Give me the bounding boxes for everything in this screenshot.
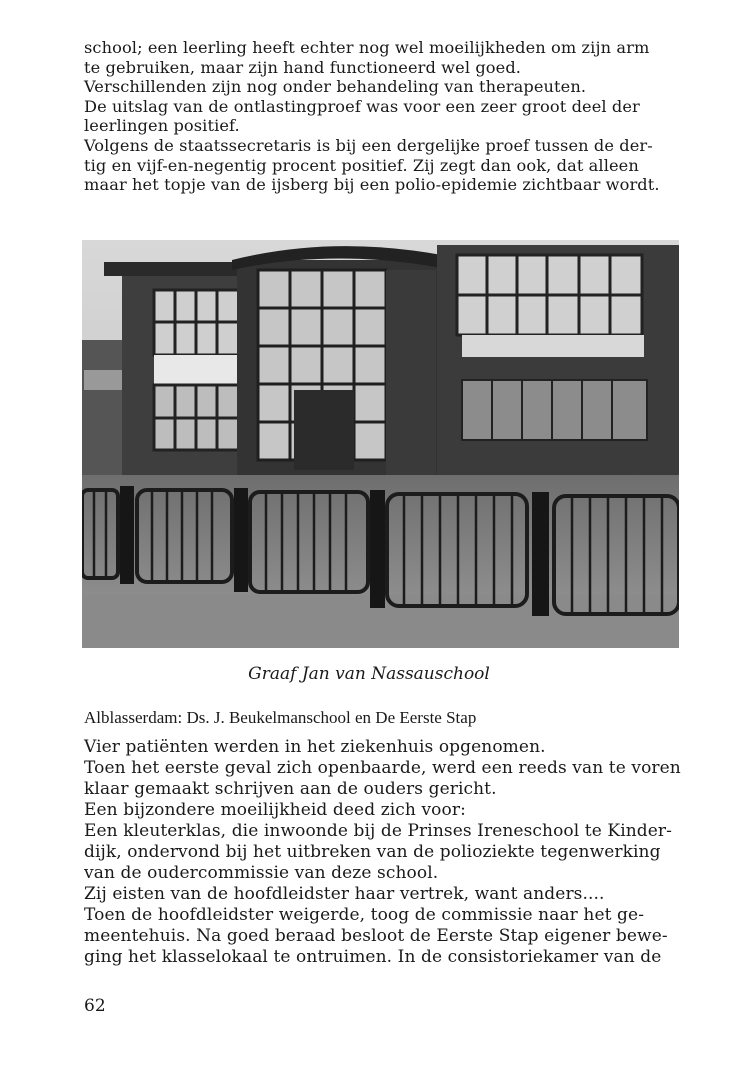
- text-line: Een kleuterklas, die inwoonde bij de Prinses Ireneschool te Kinder-: [84, 821, 672, 841]
- text-line: klaar gemaakt schrijven aan de ouders gericht.: [84, 779, 497, 799]
- text-line: Verschillenden zijn nog onder behandeling van therapeuten.: [84, 77, 587, 97]
- text-line: van de oudercommissie van deze school.: [84, 863, 439, 883]
- text-line: Een bijzondere moeilijkheid deed zich voor:: [84, 800, 466, 820]
- school-building-photo: [82, 240, 679, 648]
- page-number: 62: [84, 996, 106, 1016]
- section-heading: Alblasserdam: Ds. J. Beukelmanschool en De Eerste Stap: [84, 708, 477, 727]
- text-line: te gebruiken, maar zijn hand functioneerd wel goed.: [84, 57, 522, 77]
- text-line: meentehuis. Na goed beraad besloot de Eerste Stap eigener bewe-: [84, 926, 668, 946]
- text-line: Vier patiënten werden in het ziekenhuis opgenomen.: [84, 737, 546, 757]
- text-line: leerlingen positief.: [84, 116, 240, 136]
- text-line: Volgens de staatssecretaris is bij een dergelijke proef tussen de der-: [84, 135, 653, 155]
- top-paragraph: [84, 38, 704, 195]
- text-line: tig en vijf-en-negentig procent positief. Zij zegt dan ook, dat alleen: [84, 155, 639, 175]
- text-line: Zij eisten van de hoofdleidster haar vertrek, want anders....: [84, 884, 605, 904]
- text-line: De uitslag van de ontlastingproef was voor een zeer groot deel der: [84, 96, 640, 116]
- text-line: Toen de hoofdleidster weigerde, toog de commissie naar het ge-: [84, 905, 645, 925]
- text-line: school; een leerling heeft echter nog wel moeilijkheden om zijn arm: [84, 38, 650, 57]
- text-line: maar het topje van de ijsberg bij een polio-epidemie zichtbaar wordt.: [84, 175, 660, 195]
- photo-caption: Graaf Jan van Nassauschool: [248, 664, 490, 684]
- text-line: ging het klasselokaal te ontruimen. In de consistoriekamer van de: [84, 947, 662, 967]
- text-line: Toen het eerste geval zich openbaarde, werd een reeds van te voren: [84, 758, 681, 778]
- main-paragraph: [84, 737, 704, 968]
- text-line: dijk, ondervond bij het uitbreken van de polioziekte tegenwerking: [84, 842, 661, 862]
